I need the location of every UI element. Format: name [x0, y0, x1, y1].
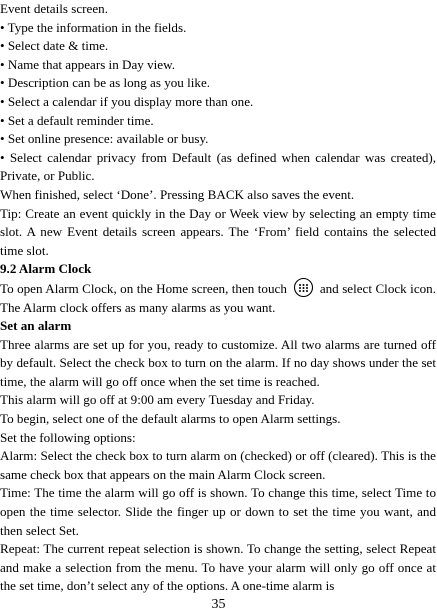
- option-time-paragraph: Time: The time the alarm will go off is shown. To change this time, select Time to open the time selector. Slide the finger up or down to set the time you want, and then select Set.: [0, 485, 436, 538]
- bullet-item: • Set a default reminder time.: [0, 112, 154, 128]
- alarm-open-text-before: To open Alarm Clock, on the Home screen, then touch: [0, 280, 287, 296]
- section-heading-set-alarm: Set an alarm: [0, 318, 72, 334]
- example-paragraph: This alarm will go off at 9:00 am every Tuesday and Friday.: [0, 392, 315, 408]
- begin-paragraph: To begin, select one of the default alarms to open Alarm settings.: [0, 411, 341, 427]
- done-paragraph: When finished, select ‘Done’. Pressing BACK also saves the event.: [0, 186, 355, 202]
- bullet-item: • Set online presence: available or busy.: [0, 131, 209, 147]
- options-intro: Set the following options:: [0, 429, 136, 445]
- bullet-item: • Description can be as long as you like.: [0, 75, 211, 91]
- bullet-item: • Name that appears in Day view.: [0, 56, 175, 72]
- three-alarms-paragraph: Three alarms are set up for you, ready to customize. All two alarms are turned off by default. Select the check box to turn on the alarm. If no day shows under the set time, the alarm will go off once when the set time is reached.: [0, 336, 436, 389]
- alarm-open-text-after: and select Clock icon. The Alarm clock offers as many alarms as you want.: [0, 280, 436, 315]
- tip-paragraph: Tip: Create an event quickly in the Day or Week view by selecting an empty time slot. A new Event details screen appears. The ‘From’ field contains the selected time slot.: [0, 205, 436, 258]
- section-heading-alarm-clock: 9.2 Alarm Clock: [0, 261, 92, 277]
- option-alarm-paragraph: Alarm: Select the check box to turn alarm on (checked) or off (cleared). This is the same check box that appears on the main Alarm Clock screen.: [0, 448, 436, 482]
- app-launcher-grid-icon: [292, 279, 314, 297]
- option-repeat-paragraph: Repeat: The current repeat selection is shown. To change the setting, select Repeat and make a selection from the menu. To have your alarm will only go off once at the set time, don’t select any of the options. A one-time alarm is: [0, 541, 436, 594]
- bullet-item: • Select calendar privacy from Default (as defined when calendar was created), Private, or Public.: [0, 149, 436, 184]
- bullet-item: • Select date & time.: [0, 38, 109, 54]
- page-number: 35: [211, 597, 226, 612]
- intro-text: Event details screen.: [0, 1, 108, 16]
- alarm-open-paragraph: [0, 279, 436, 317]
- bullet-item: • Type the information in the fields.: [0, 19, 187, 35]
- bullet-item: • Select a calendar if you display more than one.: [0, 93, 254, 109]
